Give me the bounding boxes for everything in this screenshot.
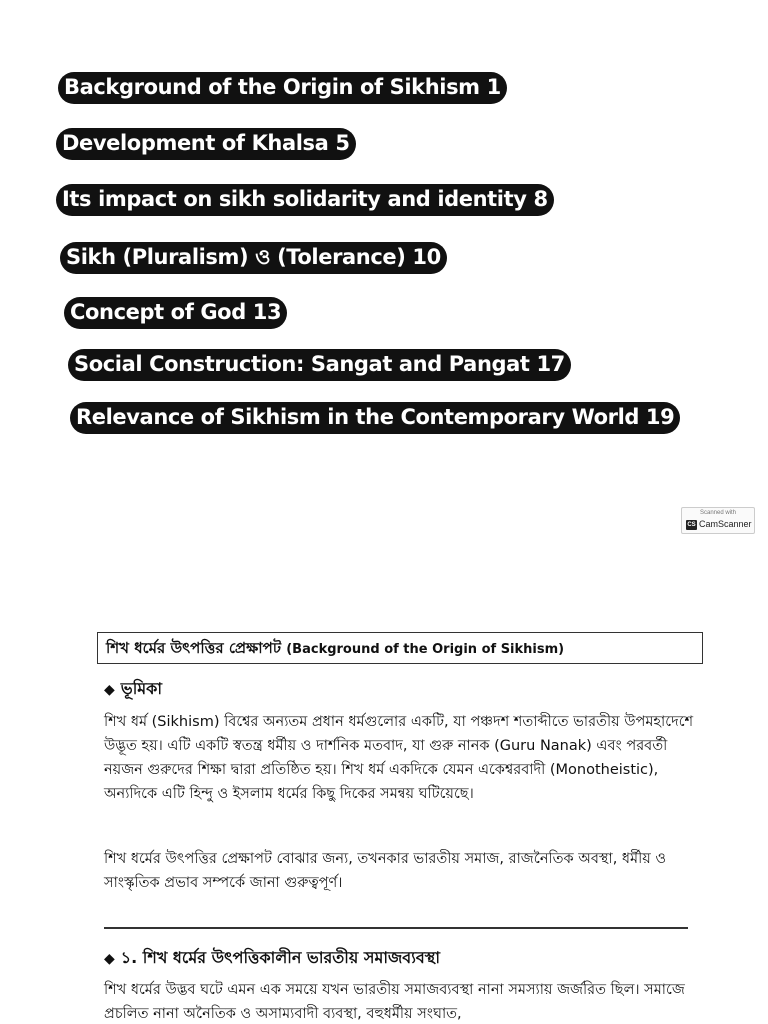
toc-item-title: Concept of God: [70, 300, 246, 324]
toc-item-page: 19: [645, 405, 675, 429]
divider: [104, 927, 688, 929]
toc-item[interactable]: [60, 242, 447, 274]
toc-item-page: 5: [335, 131, 350, 155]
section-heading-text: ভূমিকা: [120, 679, 162, 698]
toc-item-title: Social Construction: Sangat and Pangat: [74, 352, 530, 376]
chapter-title-bn: শিখ ধর্মের উৎপত্তির প্রেক্ষাপট: [106, 639, 281, 657]
toc-item-title: Its impact on sikh solidarity and identity: [62, 187, 527, 211]
toc-item[interactable]: [56, 128, 356, 160]
toc-item[interactable]: [70, 402, 680, 434]
toc-item-page: 10: [412, 245, 441, 269]
toc-item-title: Relevance of Sikhism in the Contemporary World: [76, 405, 639, 429]
paragraph: শিখ ধর্মের উদ্ভব ঘটে এমন এক সময়ে যখন ভারতীয় সমাজব্যবস্থা নানা সমস্যায় জর্জরিত ছিল। সমাজে প্রচলিত নানা অনৈতিক ও অসাম্যবাদী ব্যবস্থা, বহুধর্মীয় সংঘাত,: [104, 982, 685, 1022]
toc-item-page: 17: [536, 352, 565, 376]
toc-item-page: 8: [533, 187, 548, 211]
camscanner-logo-icon: CS: [687, 522, 696, 528]
badge-name: CamScanner: [699, 519, 752, 529]
diamond-bullet-icon: ◆: [104, 951, 115, 967]
toc-item[interactable]: [58, 72, 507, 104]
diamond-bullet-icon: ◆: [104, 682, 115, 698]
toc-item[interactable]: [64, 297, 287, 329]
scanned-page: [0, 560, 768, 1024]
section-heading: [104, 676, 162, 703]
paragraph: শিখ ধর্ম (Sikhism) বিশ্বের অন্যতম প্রধান ধর্মগুলোর একটি, যা পঞ্চদশ শতাব্দীতে ভারতীয় উপমহাদেশে উদ্ভূত হয়। এটি একটি স্বতন্ত্র ধর্মীয় ও দার্শনিক মতবাদ, যা গুরু নানক (Guru Nanak) এবং পরবর্তী নয়জন গুরুদের শিক্ষা দ্বারা প্রতিষ্ঠিত হয়। শিখ ধর্ম একদিকে যেমন একেশ্বরবাদী (Monotheistic), অন্যদিকে এটি হিন্দু ও ইসলাম ধর্মের কিছু দিকের সমন্বয় ঘটিয়েছে।: [104, 714, 694, 802]
toc-item[interactable]: [56, 184, 554, 216]
section-heading-text: ১. শিখ ধর্মের উৎপত্তিকালীন ভারতীয় সমাজব্যবস্থা: [120, 948, 440, 967]
chapter-title: [97, 632, 703, 664]
toc-item-page: 13: [252, 300, 282, 324]
badge-caption: Scanned with: [699, 510, 737, 516]
toc-item-title: Background of the Origin of Sikhism: [64, 75, 480, 99]
toc-item-page: 1: [486, 75, 501, 99]
toc-item-title: Sikh (Pluralism) ও (Tolerance): [66, 245, 406, 269]
section-heading: [104, 945, 440, 972]
toc-item[interactable]: [68, 349, 571, 381]
camscanner-badge: [681, 507, 755, 534]
paragraph: শিখ ধর্মের উৎপত্তির প্রেক্ষাপট বোঝার জন্য, তখনকার ভারতীয় সমাজ, রাজনৈতিক অবস্থা, ধর্মীয় ও সাংস্কৃতিক প্রভাব সম্পর্কে জানা গুরুত্বপূর্ণ।: [104, 851, 667, 891]
chapter-title-en: (Background of the Origin of Sikhism): [286, 642, 565, 657]
toc-item-title: Development of Khalsa: [62, 131, 329, 155]
